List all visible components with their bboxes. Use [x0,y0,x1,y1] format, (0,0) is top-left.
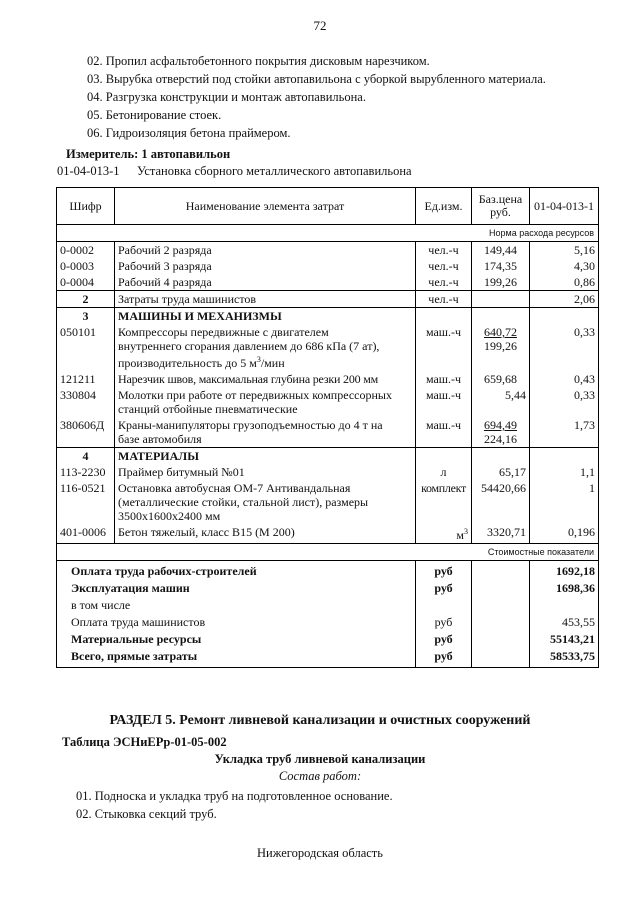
summary-value: 1698,36 [556,581,595,595]
cell-name-line: Компрессоры передвижные с двигателем [118,325,329,339]
cell-price [472,324,530,371]
price-line: 694,49 [484,418,517,432]
table-row [57,258,599,274]
cell-norm: 1,73 [530,417,599,448]
summary-label: Эксплуатация машин [71,581,190,595]
cell-name: Рабочий 2 разряда [115,242,416,259]
summary-value: 58533,75 [550,649,595,663]
cell-name [115,480,416,524]
cell-price: 65,17 [472,464,530,480]
summary-label: Всего, прямые затраты [71,649,198,663]
cell-norm: 0,43 [530,371,599,387]
summary-values [530,561,599,668]
table-title [57,164,412,179]
section-row [57,308,599,325]
cell-norm: 4,30 [530,258,599,274]
operation-item: 06. Гидроизоляция бетона праймером. [87,126,291,140]
cell-name: Бетон тяжелый, класс В15 (М 200) [115,524,416,544]
cell-code: 0-0004 [57,274,115,291]
cell-code: 113-2230 [57,464,115,480]
work-item: 01. Подноска и укладка труб на подготовленное основание. [76,789,393,803]
cell-norm: 0,33 [530,324,599,371]
cell-name [115,324,416,371]
cell-price: 5,44 [472,387,530,417]
cell-name: Затраты труда машинистов [115,291,416,308]
table-row [57,524,599,544]
cell-unit: маш.-ч [416,371,472,387]
cell-unit: маш.-ч [416,387,472,417]
cell-code: 4 [57,448,115,465]
cell-code: 380606Д [57,417,115,448]
operation-item: 03. Вырубка отверстий под стойки автопавильона с уборкой вырубленного материала. [87,72,546,86]
table-header-row [57,188,599,225]
summary-unit [416,597,471,614]
resource-table [56,187,599,668]
cell-name [115,417,416,448]
summary-block [57,561,599,668]
cell-code: 2 [57,291,115,308]
cell-price: 3320,71 [472,524,530,544]
table-row [57,387,599,417]
table-row [57,371,599,387]
cost-subheader [57,544,599,561]
cell-name: Нарезчик швов, максимальная глубина резки 200 мм [115,371,416,387]
summary-label: Материальные ресурсы [71,632,202,646]
header-code: Шифр [57,188,115,225]
cell-unit: чел.-ч [416,274,472,291]
cell-code: 0-0003 [57,258,115,274]
summary-value: 453,55 [562,615,595,629]
cell-norm: 0,33 [530,387,599,417]
works-heading: Состав работ: [278,769,362,783]
cell-price: 199,26 [472,274,530,291]
cell-unit: маш.-ч [416,417,472,448]
summary-labels [57,561,416,668]
cost-subheader-label: Стоимостные показатели [57,544,599,561]
summary-units [416,561,472,668]
cell-norm: 2,06 [530,291,599,308]
section-row [57,448,599,465]
header-norm: 01-04-013-1 [530,188,599,225]
cell-code: 121211 [57,371,115,387]
measure-unit: Измеритель: 1 автопавильон [66,147,231,161]
header-unit: Ед.изм. [416,188,472,225]
header-name: Наименование элемента затрат [115,188,416,225]
cell-price [472,417,530,448]
cell-code: 401-0006 [57,524,115,544]
price-line: 640,72 [484,325,517,339]
price-line: 199,26 [484,339,517,353]
cell-name-line: Краны-манипуляторы грузоподъемностью до 4 т на [118,418,383,432]
cell-price: 174,35 [472,258,530,274]
cell-name-line: производительность до 5 $м^3$/мин [118,355,285,370]
section-title: МАТЕРИАЛЫ [115,448,416,465]
cell-code: 116-0521 [57,480,115,524]
cell-code: 3 [57,308,115,325]
cell-norm: 1 [530,480,599,524]
cell-name: Рабочий 3 разряда [115,258,416,274]
cell-price: 659,68 [472,371,530,387]
table-subtitle: Укладка труб ливневой канализации [214,752,426,766]
cell-code: 050101 [57,324,115,371]
cell-name-line: Остановка автобусная ОМ-7 Антивандальная [118,481,351,495]
cell-norm: 0,196 [530,524,599,544]
section-heading: РАЗДЕЛ 5. Ремонт ливневой канализации и очистных сооружений [109,713,531,728]
norm-subheader [57,225,599,242]
summary-unit: руб [434,581,453,595]
cell-price: 54420,66 [472,480,530,524]
summary-empty [472,561,530,668]
price-line: 224,16 [484,432,517,446]
summary-value [533,597,595,614]
summary-label: в том числе [71,598,131,612]
cell-price [472,291,530,308]
table-row [57,324,599,371]
cell-norm: 1,1 [530,464,599,480]
summary-value: 55143,21 [550,632,595,646]
operation-item: 05. Бетонирование стоек. [87,108,222,122]
summary-unit: руб [434,564,453,578]
header-price: Баз.цена руб. [472,188,530,225]
cell-unit: чел.-ч [416,242,472,259]
cell-unit: маш.-ч [416,324,472,371]
table-row [57,480,599,524]
summary-unit: руб [434,649,453,663]
cell-unit: л [416,464,472,480]
table-row [57,464,599,480]
table-row [57,274,599,291]
cell-unit: чел.-ч [416,291,472,308]
cell-code: 0-0002 [57,242,115,259]
cell-name [115,387,416,417]
cell-name: Рабочий 4 разряда [115,274,416,291]
work-item: 02. Стыковка секций труб. [76,807,217,821]
summary-unit: руб [434,632,453,646]
cell-unit: комплект [416,480,472,524]
table-label: Таблица ЭСНиЕРр-01-05-002 [62,735,227,749]
cell-unit: $м^3$ [416,524,472,544]
summary-label: Оплата труда машинистов [71,615,206,629]
operation-item: 04. Разгрузка конструкции и монтаж автопавильона. [87,90,366,104]
cell-name-line: 3500х1600х2400 мм [118,509,221,523]
cell-price: 149,44 [472,242,530,259]
summary-value: 1692,18 [556,564,595,578]
cell-norm: 5,16 [530,242,599,259]
table-code: 01-04-013-1 [57,164,120,178]
page-footer: Нижегородская область [257,846,383,860]
cell-unit: чел.-ч [416,258,472,274]
table-row [57,242,599,259]
table-row [57,417,599,448]
section-title: МАШИНЫ И МЕХАНИЗМЫ [115,308,416,325]
summary-label: Оплата труда рабочих-строителей [71,564,257,578]
cell-name-line: базе автомобиля [118,432,202,446]
operation-item: 02. Пропил асфальтобетонного покрытия дисковым нарезчиком. [87,54,430,68]
cell-code: 330804 [57,387,115,417]
table-title-text: Установка сборного металлического автопавильона [137,164,412,178]
cell-name-line: Молотки при работе от передвижных компрессорных [118,388,392,402]
summary-unit: руб [434,615,453,629]
cell-name-line: внутреннего сгорания давлением до 686 кПа (7 ат), [118,339,380,353]
cell-name-line: (металлические стойки, стальной лист), размеры [118,495,369,509]
cell-name-line: станций отбойные пневматические [118,402,298,416]
cell-norm: 0,86 [530,274,599,291]
table-row [57,291,599,308]
cell-name: Праймер битумный №01 [115,464,416,480]
norm-subheader-label: Норма расхода ресурсов [57,225,599,242]
page-number: 72 [313,18,327,33]
